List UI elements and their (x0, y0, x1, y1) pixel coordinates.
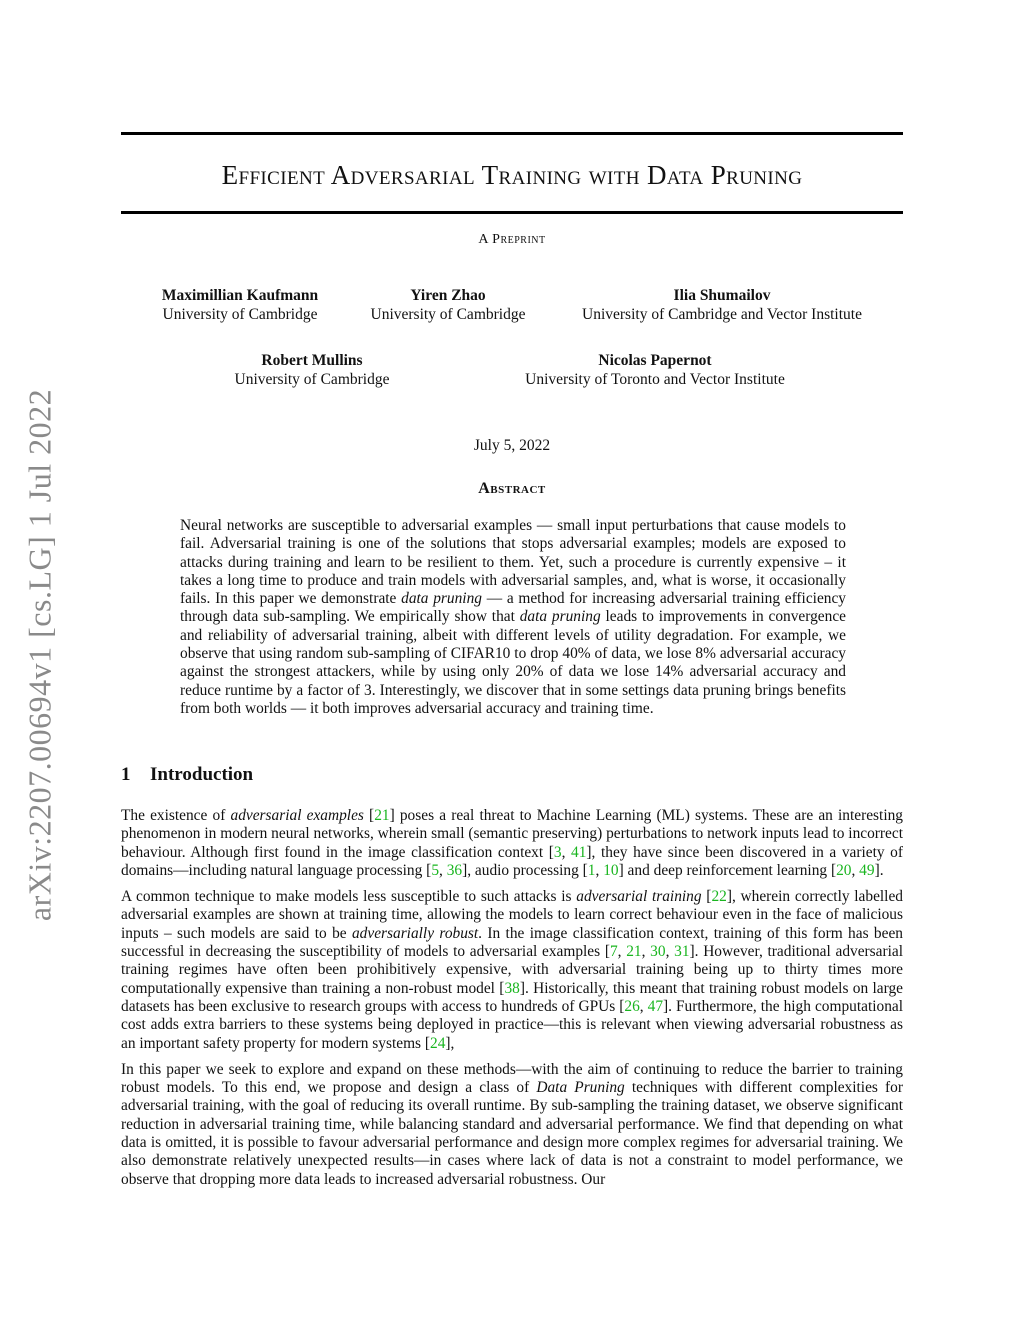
citation-link[interactable]: 5 (431, 861, 440, 879)
author-affiliation: University of Cambridge (162, 306, 318, 323)
section-number: 1 (121, 764, 131, 785)
section-title: Introduction (150, 764, 254, 785)
section-heading (121, 764, 253, 786)
body-paragraph: A common technique to make models less susceptible to such attacks is adversarial training [22], wherein correctly labelled adversarial examples are shown at training time, allowing the models to learn correct behaviour even in the face of malicious inputs – such models are said to be adversarially robust. In the image classification context, training of this form has been successful in decreasing the susceptibility of models to adversarial examples [7, 21, 30, 31]. However, traditional adversarial training regimes have often been prohibitively expensive, with adversarial training being up to thirty times more computationally expensive than training a non-robust model [38]. Historically, this meant that training robust models on large datasets has been exclusive to research groups with access to hundreds of GPUs [26, 47]. Furthermore, the high computational cost adds extra barriers to these systems being deployed in practice—this is relevant when viewing adversarial robustness as an important safety property for modern systems [24], (121, 888, 903, 1052)
citation-link[interactable]: 20 (836, 861, 852, 879)
title-bottom-rule (121, 211, 903, 214)
citation-link[interactable]: 30 (650, 943, 666, 961)
citation-link[interactable]: 49 (859, 861, 875, 879)
citation-link[interactable]: 36 (446, 861, 463, 879)
abstract-body (180, 517, 846, 718)
introduction-body (121, 807, 903, 1197)
citation-link[interactable]: 7 (609, 943, 618, 961)
author-name: Maximillian Kaufmann (161, 287, 319, 304)
paper-title: Efficient Adversarial Training with Data Pruning (221, 160, 803, 190)
author-name: Yiren Zhao (410, 287, 486, 304)
author-block (560, 286, 884, 324)
body-paragraph: The existence of adversarial examples [21] poses a real threat to Machine Learning (ML) systems. These are an interesting phenomenon in modern neural networks, wherein small (semantic preserving) perturbations to network inputs lead to incorrect behaviour. Although first found in the image classification context [3, 41], they have since been discovered in a variety of domains—including natural language processing [5, 36], audio processing [1, 10] and deep reinforcement learning [20, 49]. (121, 807, 903, 879)
abstract-heading: Abstract (478, 480, 546, 497)
author-block (500, 351, 810, 389)
citation-link[interactable]: 1 (587, 861, 596, 879)
citation-link[interactable]: 21 (626, 943, 642, 961)
body-paragraph: In this paper we seek to explore and expand on these methods—with the aim of continuing to reduce the barrier to training robust models. To this end, we propose and design a class of Data Pruning techniques with different complexities for adversarial training, with the goal of reducing its overall runtime. By sub-sampling the training dataset, we observe significant reduction in adversarial training time, while balancing standard and adversarial performance. We find that depending on what data is omitted, it is possible to favour adversarial performance and design more complex regimes for adversarial training. We also demonstrate relatively unexpected results—in cases where lack of data is not a constraint to model performance, we observe that dropping more data leads to increased adversarial robustness. Our (121, 1060, 903, 1188)
author-name: Robert Mullins (261, 352, 363, 369)
citation-link[interactable]: 10 (603, 861, 619, 879)
citation-link[interactable]: 38 (504, 979, 520, 997)
citation-link[interactable]: 31 (674, 943, 690, 961)
citation-link[interactable]: 41 (571, 843, 587, 861)
author-block (212, 351, 412, 389)
citation-link[interactable]: 22 (711, 888, 727, 906)
author-affiliation: University of Cambridge and Vector Institute (582, 306, 862, 323)
citation-link[interactable]: 3 (553, 843, 562, 861)
author-affiliation: University of Toronto and Vector Institute (525, 371, 785, 388)
author-affiliation: University of Cambridge (370, 306, 526, 323)
title-top-rule (121, 132, 903, 135)
author-name: Ilia Shumailov (673, 287, 771, 304)
author-affiliation: University of Cambridge (234, 371, 390, 388)
citation-link[interactable]: 47 (647, 997, 664, 1015)
publication-date: July 5, 2022 (473, 437, 551, 454)
preprint-label: A Preprint (478, 232, 546, 247)
author-block (140, 286, 340, 324)
author-block (350, 286, 546, 324)
arxiv-identifier: arXiv:2207.00694v1 [cs.LG] 1 Jul 2022 (21, 388, 58, 922)
author-name: Nicolas Papernot (598, 352, 712, 369)
citation-link[interactable]: 26 (624, 997, 640, 1015)
citation-link[interactable]: 21 (374, 807, 390, 824)
citation-link[interactable]: 24 (430, 1034, 446, 1052)
abstract-paragraph: Neural networks are susceptible to adversarial examples — small input perturbations that cause models to fail. Adversarial training is one of the solutions that stops adversarial examples; models are exposed to attacks during training and learn to be resilient to them. Yet, such a procedure is currently expensive – it takes a long time to produce and train models with adversarial samples, and, what is worse, it occasionally fails. In this paper we demonstrate data pruning — a method for increasing adversarial training efficiency through data sub-sampling. We empirically show that data pruning leads to improvements in convergence and reliability of adversarial training, albeit with different levels of utility degradation. For example, we observe that using random sub-sampling of CIFAR10 to drop 40% of data, we lose 8% adversarial accuracy against the strongest attackers, while by using only 20% of data we lose 14% adversarial accuracy and reduce runtime by a factor of 3. Interestingly, we discover that in some settings data pruning brings benefits from both worlds — it both improves adversarial accuracy and training time. (180, 517, 846, 717)
